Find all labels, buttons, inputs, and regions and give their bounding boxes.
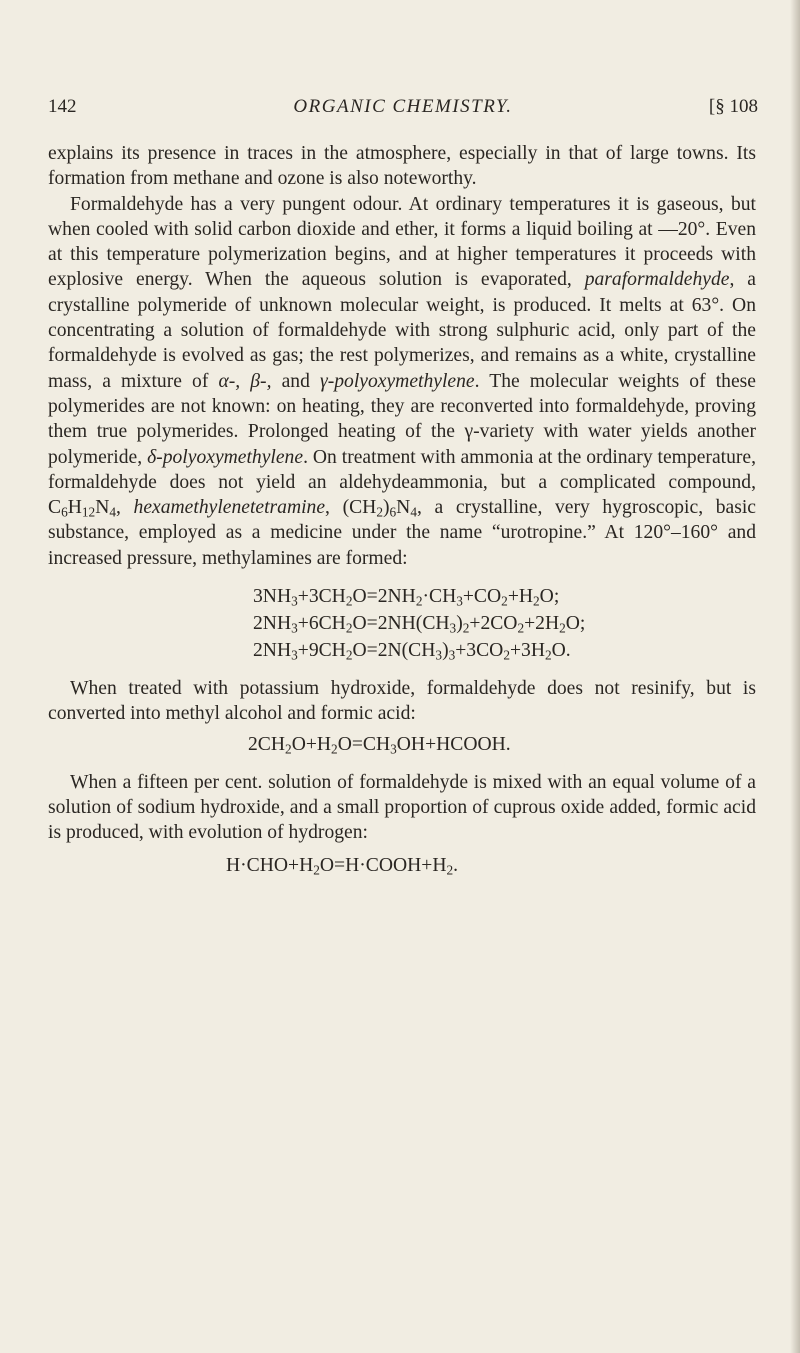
body-text bbox=[48, 141, 756, 879]
equation-trimethylamine: $2NH_3+9CH_2O=2N(CH_3)_3+3CO_2+3H_2O$. bbox=[253, 640, 571, 663]
p2-text-b: , a crystalline polymeride of unknown molecular weight, is produced. It melts at 63°. On concentrating a solution of formaldehyde with strong sulphuric acid, only part of the formaldehyde is evolved as gas; the rest polymerizes, and remains as a white, crystalline mass, a mixture of bbox=[48, 269, 756, 392]
paragraph-3: When treated with potassium hydroxide, formaldehyde does not resinify, but is converted into methyl alcohol and formic acid: bbox=[48, 678, 756, 725]
equation-dimethylamine: $2NH_3+6CH_2O=2NH(CH_3)_2+2CO_2+2H_2O$; bbox=[253, 613, 586, 636]
p2-text-d: . The molecular weights of these polymerides are not known: on heating, they are reconverted into formaldehyde, proving them true polymerides. Prolonged heating of the γ-variety with water yields another polymeride, bbox=[48, 370, 756, 468]
term-delta-polyoxymethylene: δ-polyoxymethylene bbox=[147, 446, 304, 468]
p2-text-f: , a crystalline, very hygroscopic, basic substance, employed as a medicine under the name “urotropine.” At 120°–160° and increased pressure, methylamines are formed: bbox=[48, 497, 756, 569]
equation-methylamine: $3NH_3+3CH_2O=2NH_2\cdot CH_3+CO_2+H_2O$; bbox=[253, 586, 560, 609]
formula-hexamine: $C_6H_{12}N_4$, bbox=[48, 497, 134, 520]
p2-text-a: Formaldehyde has a very pungent odour. At ordinary temperatures it is gaseous, but when cooled with solid carbon dioxide and ether, it forms a liquid boiling at —20°. Even at this temperature polymerization begins, and at higher temperatures it proceeds with explosive energy. When the aqueous solution is evaporated, bbox=[48, 193, 756, 291]
paragraph-1: explains its presence in traces in the atmosphere, especially in that of large towns. Its formation from methane and ozone is also noteworthy. bbox=[48, 143, 756, 190]
page-edge-shadow bbox=[790, 0, 800, 1353]
equation-formic-acid-hydrogen: $H\cdot CHO+H_2O=H\cdot COOH+H_2$. bbox=[226, 854, 459, 877]
term-hexamethylenetetramine: hexamethylenetetramine bbox=[133, 497, 326, 519]
equation-cannizzaro: $2CH_2O+H_2O=CH_3OH+HCOOH$. bbox=[248, 733, 511, 756]
running-head bbox=[48, 96, 758, 126]
p2-text-e: . On treatment with ammonia at the ordinary temperature, formaldehyde does not yield an aldehydeammonia, but a complicated compound, bbox=[48, 446, 757, 493]
paragraph-2 bbox=[48, 192, 756, 571]
page-number: 142 bbox=[48, 96, 77, 117]
paragraph-4: When a fifteen per cent. solution of formaldehyde is mixed with an equal volume of a solution of sodium hydroxide, and a small proportion of cuprous oxide added, formic acid is produced, with evolution of hydrogen: bbox=[48, 771, 756, 844]
term-paraformaldehyde: paraformaldehyde bbox=[584, 269, 730, 291]
term-alpha-beta: α-, β-, bbox=[218, 370, 272, 392]
term-gamma-polyoxymethylene: γ-polyoxymethylene bbox=[320, 370, 475, 392]
section-marker: [§ 108 bbox=[708, 96, 758, 117]
running-title: ORGANIC CHEMISTRY. bbox=[293, 96, 513, 117]
formula-hexamine-structure: , $(CH_2)_6N_4$ bbox=[325, 497, 417, 520]
p2-text-c: and bbox=[271, 370, 320, 392]
